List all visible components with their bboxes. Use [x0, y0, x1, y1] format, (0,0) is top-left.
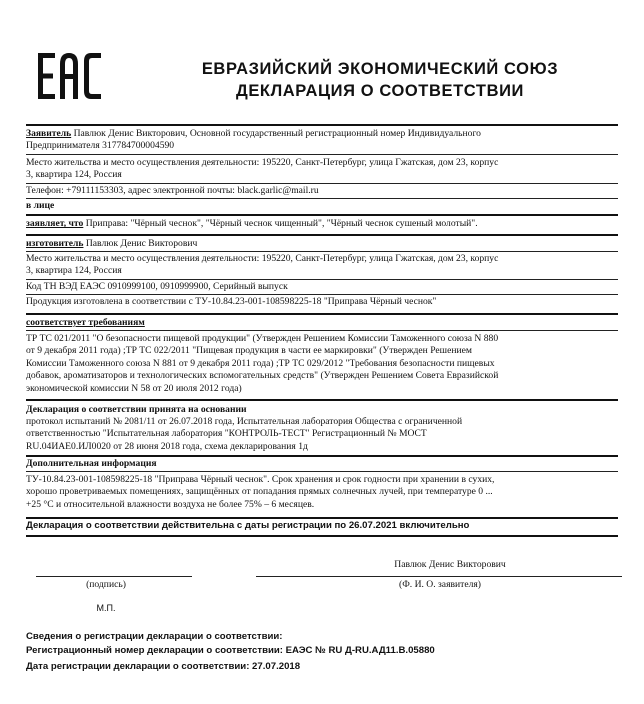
divider: [26, 154, 618, 155]
divider: [26, 313, 618, 315]
applicant-label: Заявитель: [26, 128, 72, 139]
basis-line: ответственностью "Испытательная лаборатория "КОНТРОЛЬ-ТЕСТ" Регистрационный № МОСТ: [26, 428, 427, 440]
applicant-text-cont: Предпринимателя 317784700004590: [26, 140, 175, 152]
declares-label: заявляет, что: [26, 218, 84, 229]
address-line: Место жительства и место осуществления деятельности: 195220, Санкт-Петербург, улица Гжатская, дом 23, корпус: [26, 253, 499, 264]
manufacturer-address: [26, 253, 618, 278]
requirements-line: добавок, ароматизаторов и технологических вспомогательных средств" (Утвержден Решением Совета Евразийской: [26, 370, 499, 382]
hs-code: Код ТН ВЭД ЕАЭС 0910999100, 0910999900, Серийный выпуск: [26, 281, 288, 292]
produced-according: Продукция изготовлена в соответствии с ТУ-10.84.23-001-108598225-18 "Приправа Чёрный чеснок": [26, 296, 437, 307]
signature-caption: (подпись): [86, 579, 126, 590]
additional-line: ТУ-10.84.23-001-108598225-18 "Приправа Чёрный чеснок". Срок хранения и срок годности при хранении в сухих,: [26, 474, 495, 485]
applicant-text: Павлюк Денис Викторович, Основной государственный регистрационный номер Индивидуального: [71, 128, 481, 139]
divider: [26, 517, 618, 519]
declaration-title: ДЕКЛАРАЦИЯ О СООТВЕТСТВИИ: [235, 82, 525, 100]
basis-label: Декларация о соответствии принята на основании: [26, 404, 247, 415]
divider: [26, 471, 618, 472]
declares-text: Приправа: "Чёрный чеснок", "Чёрный чеснок чищенный", "Чёрный чеснок сушеный молотый".: [83, 218, 478, 229]
divider: [26, 330, 618, 331]
requirements-line: Комиссии Таможенного союза N 881 от 9 декабря 2011 года) ;ТР ТС 029/2012 "Требования безопасности пищевых: [26, 357, 495, 369]
signature-line: [36, 576, 192, 577]
basis-text: [26, 416, 618, 453]
address-line: 3, квартира 124, Россия: [26, 265, 122, 277]
divider: [26, 399, 618, 401]
divider: [26, 455, 618, 457]
requirements-line: экономической комиссии N 58 от 20 июля 2012 года): [26, 382, 242, 394]
name-caption: (Ф. И. О. заявителя): [399, 579, 481, 590]
requirements-line: от 9 декабря 2011 года) ;ТР ТС 022/2011 "Пищевая продукция в части ее маркировки" (Утвержден Решением: [26, 345, 472, 357]
divider: [26, 198, 618, 199]
divider: [26, 251, 618, 252]
divider: [26, 535, 618, 537]
additional-label: Дополнительная информация: [26, 458, 157, 469]
requirements-label: соответствует требованиям: [26, 317, 145, 328]
basis-line: RU.04ИАЕ0.ИЛ0020 от 28 июня 2018 года, схема декларирования 1д: [26, 440, 308, 452]
applicant-name: Павлюк Денис Викторович: [394, 559, 506, 570]
registration-number: Регистрационный номер декларации о соответствии: ЕАЭС № RU Д-RU.АД11.В.05880: [26, 645, 435, 656]
registration-heading: Сведения о регистрации декларации о соответствии:: [26, 631, 283, 642]
validity-text: Декларация о соответствии действительна с даты регистрации по 26.07.2021 включительно: [26, 520, 470, 531]
manufacturer-label: изготовитель: [26, 238, 84, 249]
additional-line: хорошо проветриваемых помещениях, защищённых от попадания прямых солнечных лучей, при температуре 0 ...: [26, 486, 493, 498]
declares-section: [26, 218, 618, 230]
additional-line: +25 °С и относительной влажности воздуха не более 75% – 6 месяцев.: [26, 498, 315, 510]
applicant-contacts: Телефон: +79111153303, адрес электронной почты: black.garlic@mail.ru: [26, 185, 319, 196]
divider: [26, 183, 618, 184]
address-line: 3, квартира 124, Россия: [26, 169, 122, 181]
requirements-line: ТР ТС 021/2011 "О безопасности пищевой продукции" (Утвержден Решением Комиссии Таможенного союза N 880: [26, 333, 499, 344]
divider: [26, 124, 618, 126]
basis-line: протокол испытаний № 2081/11 от 26.07.2018 года, Испытательная лаборатория Общества с ограниченной: [26, 416, 463, 427]
applicant-address: [26, 157, 618, 182]
additional-text: [26, 474, 618, 511]
manufacturer-text: Павлюк Денис Викторович: [83, 238, 198, 249]
union-title: ЕВРАЗИЙСКИЙ ЭКОНОМИЧЕСКИЙ СОЮЗ: [201, 60, 559, 78]
name-line: [256, 576, 622, 577]
divider: [26, 294, 618, 295]
address-line: Место жительства и место осуществления деятельности: 195220, Санкт-Петербург, улица Гжатская, дом 23, корпус: [26, 157, 499, 168]
manufacturer-section: [26, 238, 618, 250]
applicant-section: [26, 128, 618, 153]
stamp-place: М.П.: [96, 603, 116, 613]
divider: [26, 234, 618, 236]
divider: [26, 279, 618, 280]
registration-date: Дата регистрации декларации о соответствии: 27.07.2018: [26, 661, 301, 672]
eac-logo: [37, 52, 103, 100]
divider: [26, 214, 618, 216]
in-person-label: в лице: [26, 200, 55, 211]
requirements-text: [26, 333, 618, 395]
